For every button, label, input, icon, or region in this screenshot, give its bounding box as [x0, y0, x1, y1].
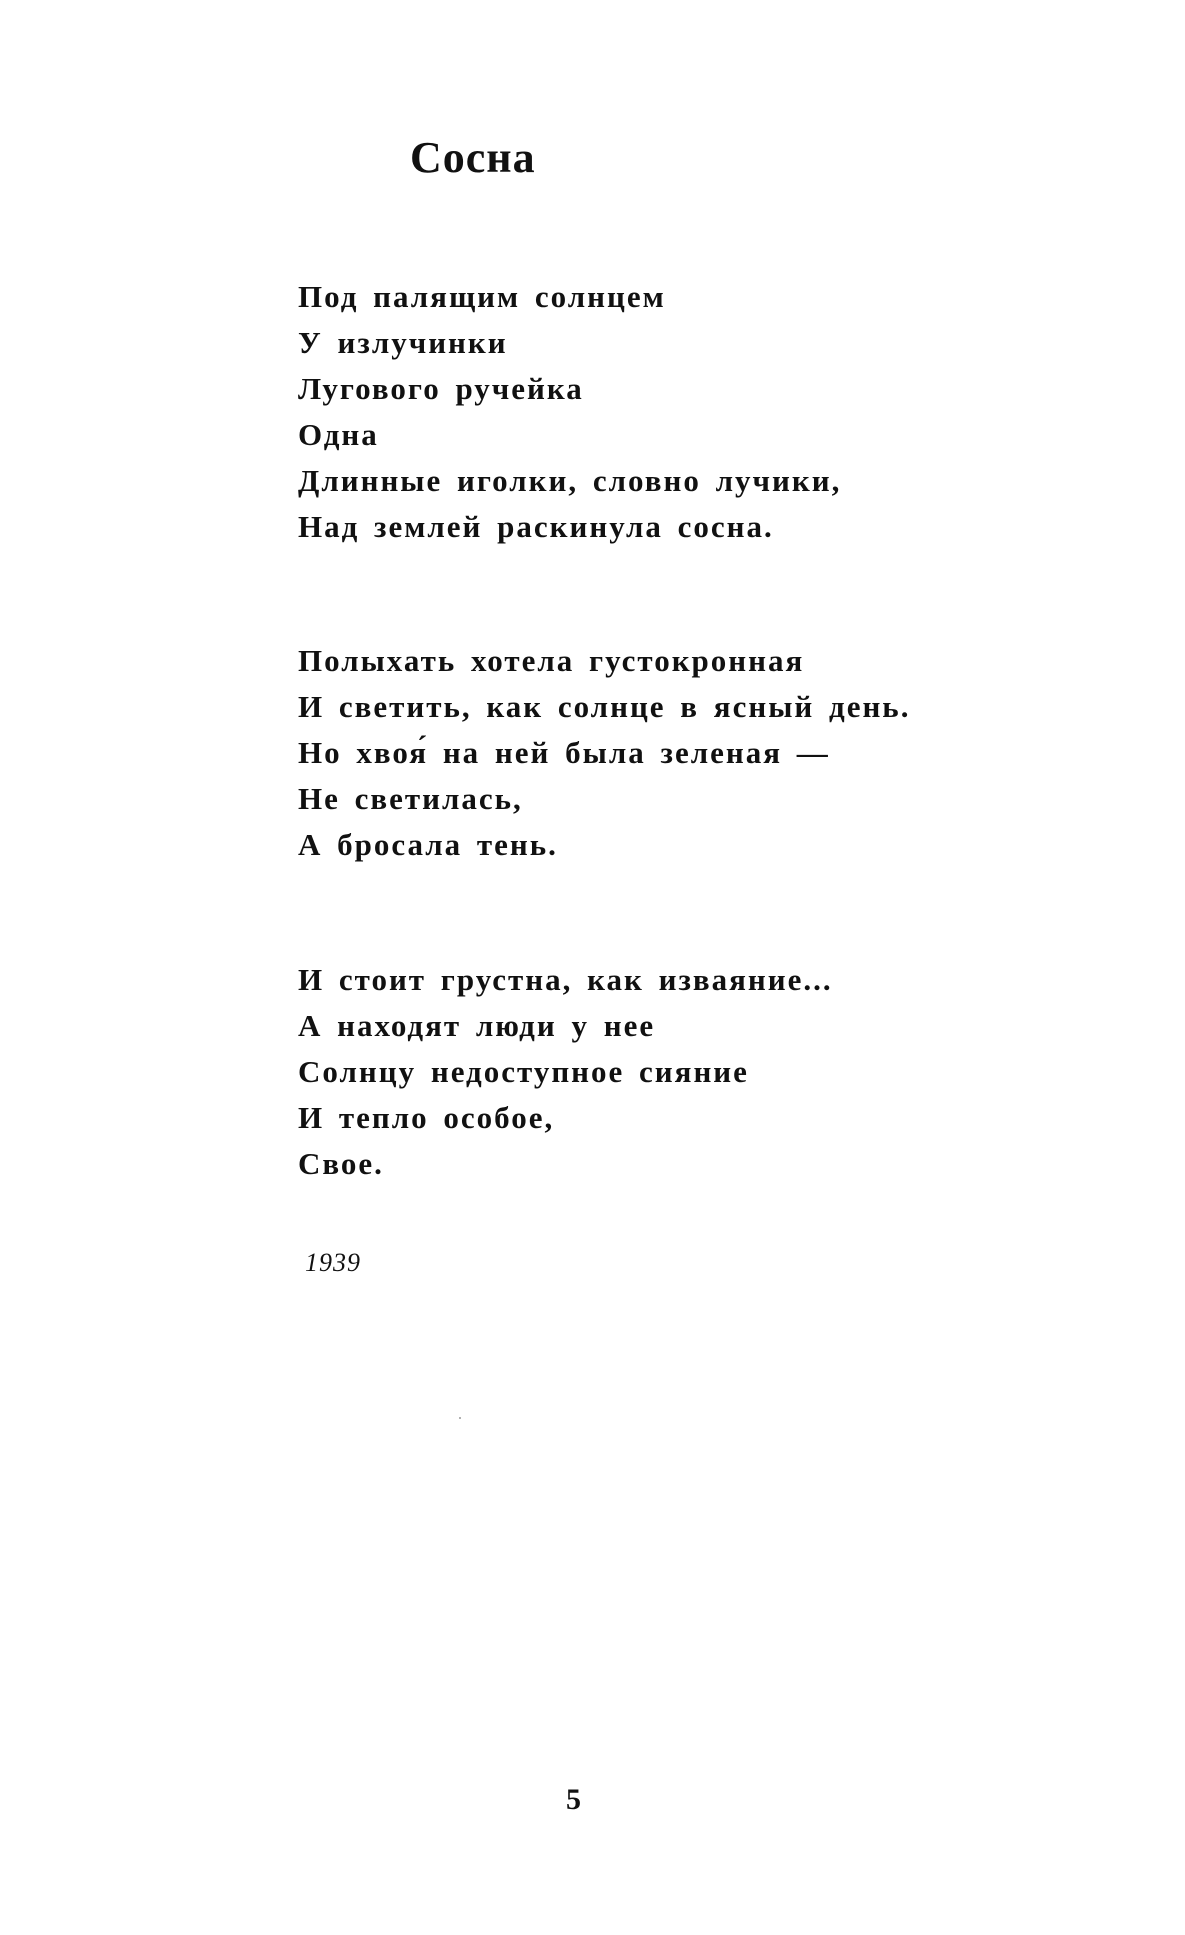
poem-line: И светить, как солнце в ясный день.	[298, 689, 911, 724]
poem-line: Под палящим солнцем	[298, 279, 666, 314]
scan-speck	[459, 1417, 461, 1419]
poem-line: И стоит грустна, как изваяние...	[298, 962, 833, 997]
poem-line: Лугового ручейка	[298, 371, 584, 406]
poem-line: И тепло особое,	[298, 1100, 555, 1135]
poem-line: Свое.	[298, 1146, 384, 1181]
poem-line: Над землей раскинула сосна.	[298, 509, 774, 544]
poem-line: Полыхать хотела густокронная	[298, 643, 805, 678]
stanza-3	[298, 957, 833, 1187]
stanza-2	[298, 638, 910, 868]
poem-line: А находят люди у нее	[298, 1008, 656, 1043]
poem-line: Солнцу недоступное сияние	[298, 1054, 749, 1089]
poem-line: Не светилась,	[298, 781, 523, 816]
poem-line: Длинные иголки, словно лучики,	[298, 463, 842, 498]
poem-line: Одна	[298, 417, 379, 452]
poem-date: 1939	[305, 1248, 361, 1277]
poem-title: Сосна	[410, 133, 536, 182]
poem-line: А бросала тень.	[298, 827, 558, 862]
page-number: 5	[566, 1783, 581, 1816]
poem-line: Но хвоя́ на ней была зеленая —	[298, 735, 830, 770]
poem-line: У излучинки	[298, 325, 508, 360]
stanza-1	[298, 274, 841, 550]
